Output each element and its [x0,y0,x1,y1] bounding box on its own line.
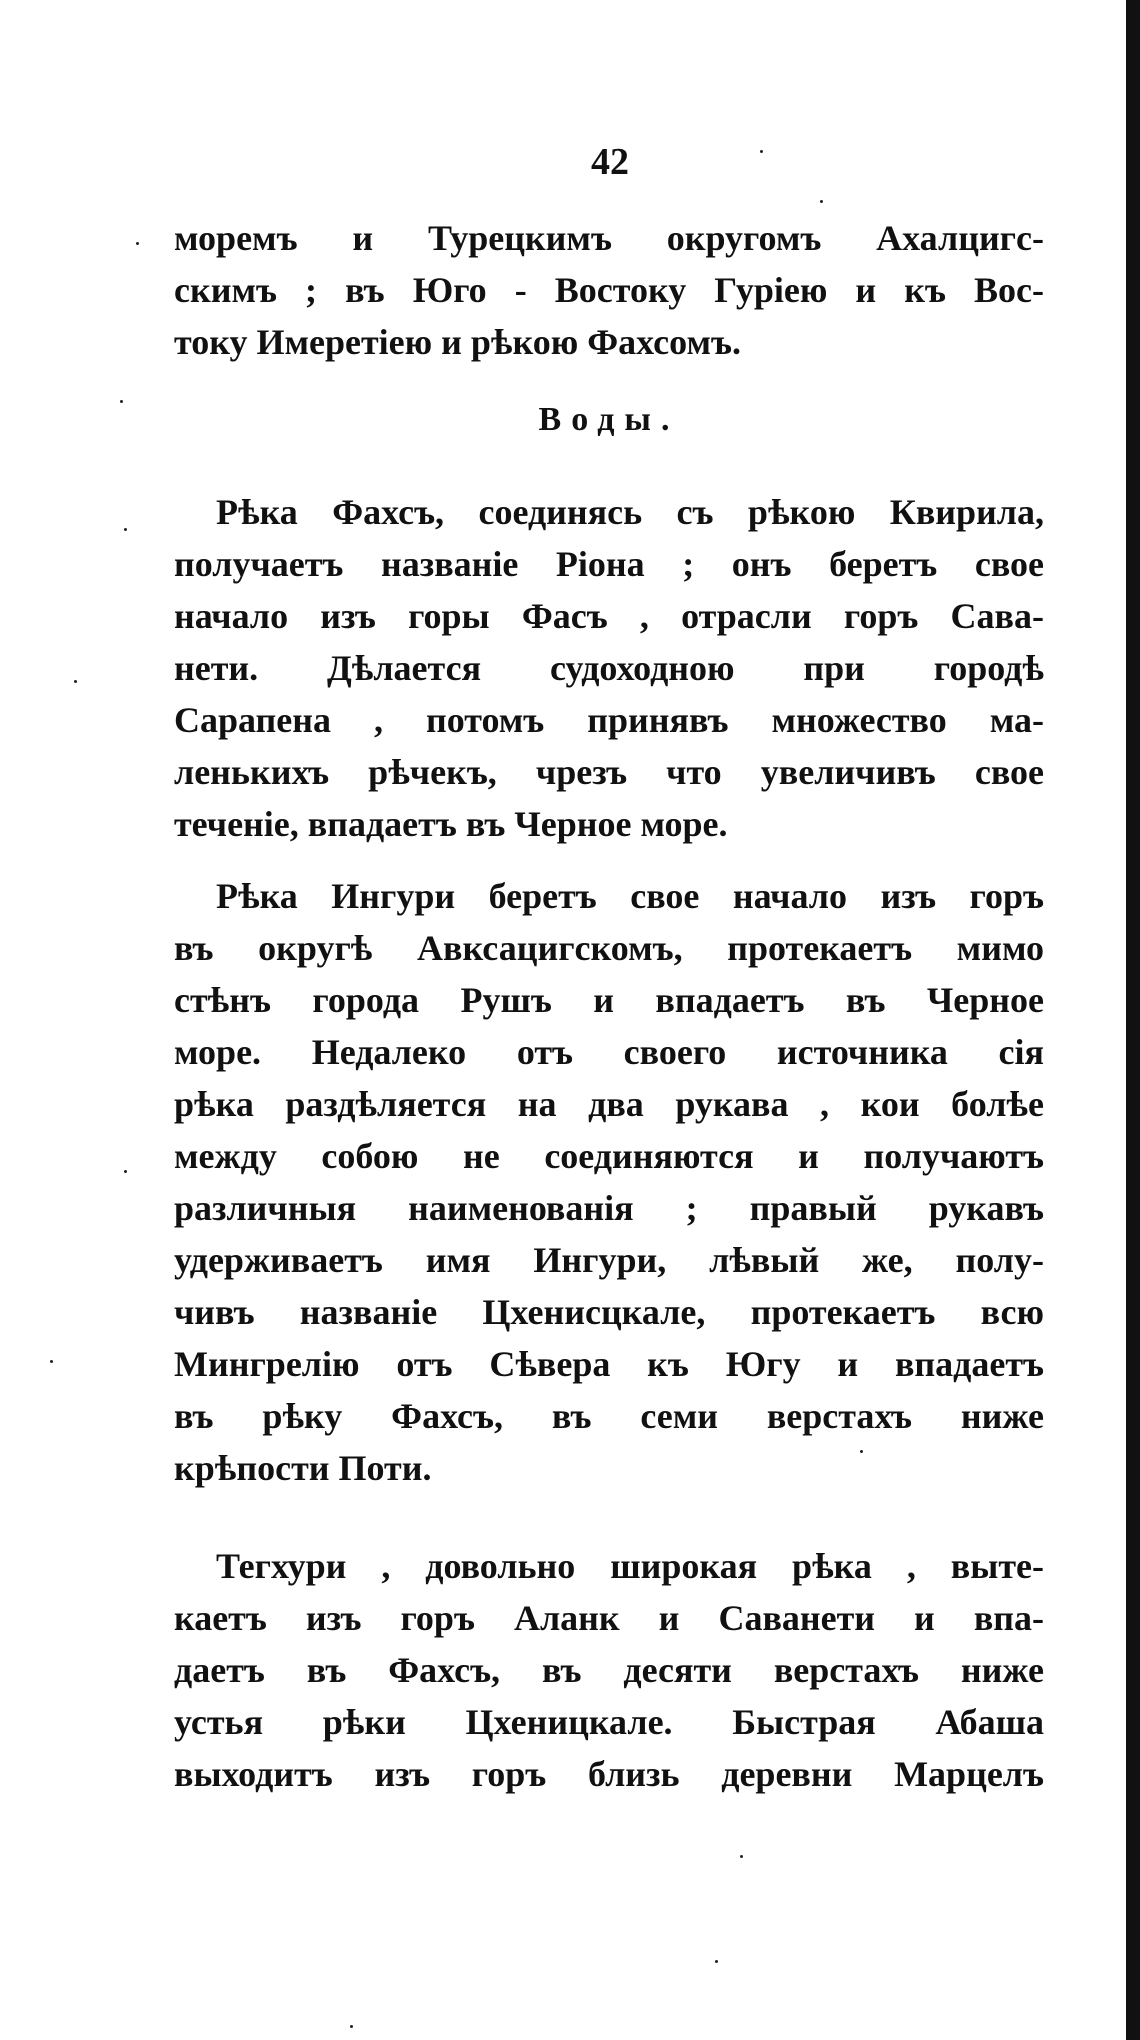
text-line: между собою не соединяются и получаютъ [174,1136,1044,1176]
text-line: Рѣка Фахсъ, соединясь съ рѣкою Квирила, [216,492,1044,532]
text-line: Мингрелію отъ Сѣвера къ Югу и впадаетъ [174,1344,1044,1384]
ink-speck [50,1360,53,1363]
text-line: току Имеретіею и рѣкою Фахсомъ. [174,322,741,362]
text-line: чивъ названіе Цхенисцкале, протекаетъ всю [174,1292,1044,1332]
text-line: скимъ ; въ Юго - Востоку Гуріею и къ Вос- [174,270,1044,310]
paragraph-tegkhuri-river [174,1540,1044,1800]
page-text [174,212,1044,1800]
ink-speck [350,2025,353,2028]
text-line: въ округѣ Авксацигскомъ, протекаетъ мимо [174,928,1044,968]
ink-speck [715,1960,718,1963]
ink-speck [136,242,139,245]
intro-fragment [174,212,1044,368]
ink-speck [74,680,77,683]
ink-speck [120,400,123,403]
text-line: каетъ изъ горъ Аланк и Саванети и впа- [174,1598,1044,1638]
page-number: 42 [591,141,629,183]
paragraph-inguri-river [174,870,1044,1494]
ink-speck [760,150,763,153]
paragraph-fakhs-river [174,486,1044,850]
section-heading: Воды. [538,401,680,438]
text-line: рѣка раздѣляется на два рукава , кои болѣе [174,1084,1044,1124]
text-line: Рѣка Ингури беретъ свое начало изъ горъ [216,876,1044,916]
text-line: нети. Дѣлается судоходною при городѣ [174,648,1044,688]
text-line: теченіе, впадаетъ въ Черное море. [174,804,728,844]
text-line: стѣнъ города Рушъ и впадаетъ въ Черное [174,980,1044,1020]
text-line: начало изъ горы Фасъ , отрасли горъ Сава- [174,596,1044,636]
ink-speck [820,200,823,203]
text-line: Тегхури , довольно широкая рѣка , выте- [216,1546,1044,1586]
text-line: выходитъ изъ горъ близь деревни Марцелъ [174,1754,1044,1794]
ink-speck [740,1855,743,1858]
text-line: даетъ въ Фахсъ, въ десяти верстахъ ниже [174,1650,1044,1690]
text-line: Сарапена , потомъ принявъ множество ма- [174,700,1044,740]
page-edge-shadow [1126,0,1140,2040]
ink-speck [124,1170,127,1173]
text-line: моремъ и Турецкимъ округомъ Ахалцигс- [174,218,1044,258]
text-line: море. Недалеко отъ своего источника сія [174,1032,1044,1072]
text-line: ленькихъ рѣчекъ, чрезъ что увеличивъ свое [174,752,1044,792]
text-line: устья рѣки Цхеницкале. Быстрая Абаша [174,1702,1044,1742]
ink-speck [124,528,127,531]
text-line: удерживаетъ имя Ингури, лѣвый же, полу- [174,1240,1044,1280]
text-line: крѣпости Поти. [174,1448,432,1488]
text-line: получаетъ названіе Ріона ; онъ беретъ свое [174,544,1044,584]
text-line: въ рѣку Фахсъ, въ семи верстахъ ниже [174,1396,1044,1436]
text-line: различныя наименованія ; правый рукавъ [174,1188,1044,1228]
